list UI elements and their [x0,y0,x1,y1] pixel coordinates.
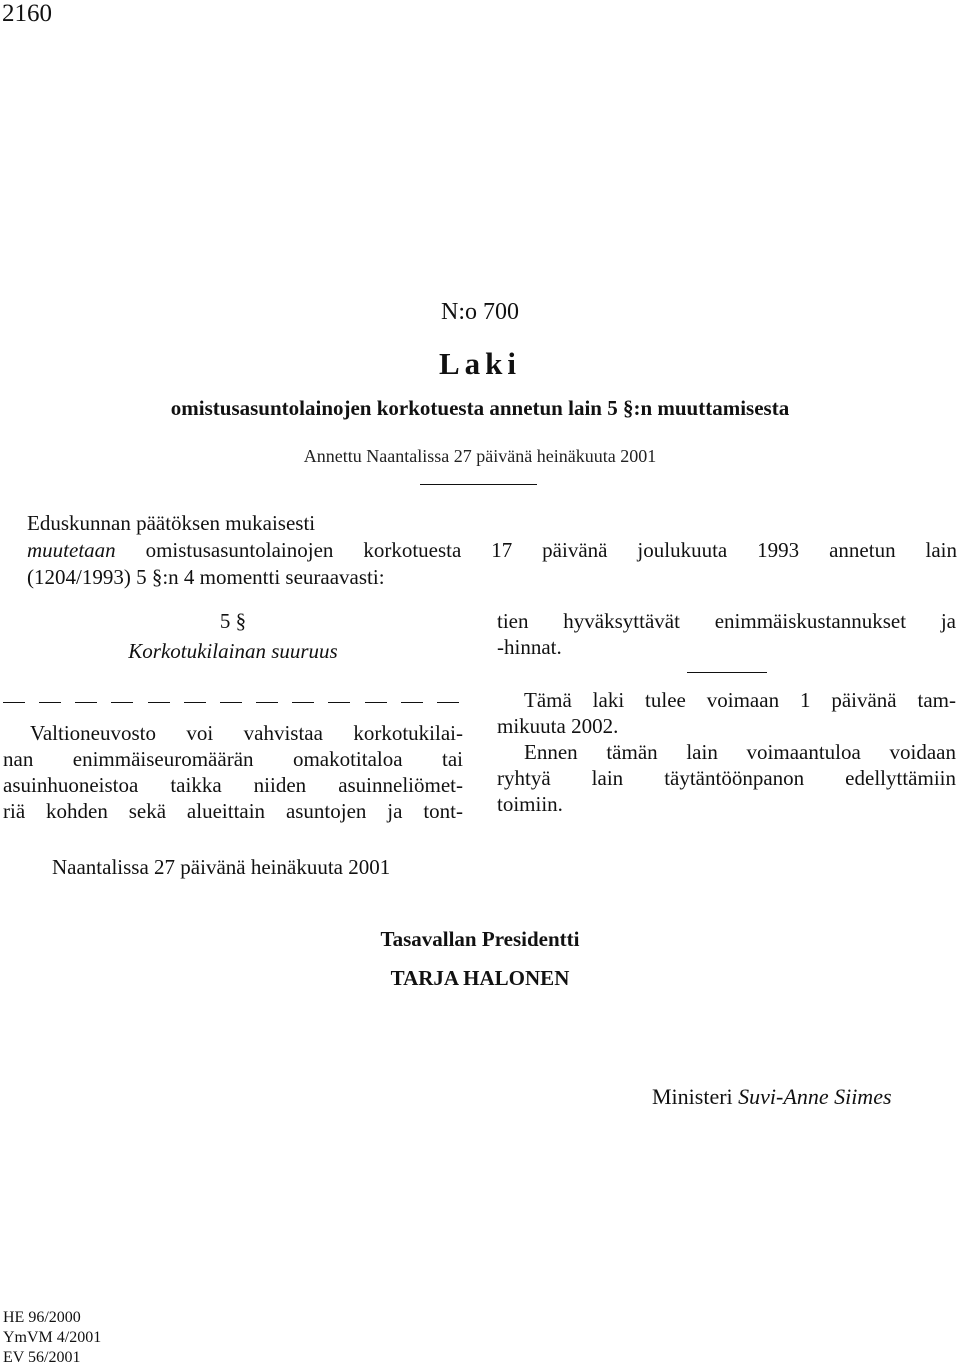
section-text-line: asuinhuoneistoa taikka niiden asuinneliömet- [3,773,463,797]
page-number: 2160 [2,0,52,27]
minister-name: Suvi-Anne Siimes [738,1084,892,1109]
enacting-clause [27,510,957,591]
section-text-line: tien hyväksyttävät enimmäiskustannukset ja [497,609,956,633]
section-heading: Korkotukilainan suuruus [128,639,338,663]
reference-item: HE 96/2000 [3,1309,81,1326]
reference-item: YmVM 4/2001 [3,1329,102,1346]
right-column [497,608,956,817]
section-symbol: 5 § [219,609,247,633]
omission-dashes [3,698,459,720]
entry-text-line: Ennen tämän lain voimaantuloa voidaan [524,740,956,764]
intro-line-2-rest: omistusasuntolainojen korkotuesta 17 päivänä joulukuuta 1993 annetun lain [115,538,957,562]
references [3,1308,101,1368]
intro-line-3: (1204/1993) 5 §:n 4 momentti seuraavasti: [27,565,385,589]
minister-title: Ministeri [652,1084,733,1109]
entry-divider [687,672,767,673]
title-divider [420,484,537,485]
intro-line-2 [27,537,957,564]
signatory-name: TARJA HALONEN [390,966,570,990]
statute-number: N:o 700 [441,299,519,325]
signatory-title: Tasavallan Presidentti [380,927,580,951]
reference-item: EV 56/2001 [3,1349,81,1366]
entry-text-line: Tämä laki tulee voimaan 1 päivänä tam- [524,688,956,712]
entry-text-line: toimiin. [497,792,563,816]
section-text-line: nan enimmäiseuromäärän omakotitaloa tai [3,747,463,771]
minister-signature [652,1084,892,1110]
left-column [3,608,463,824]
section-text-line: -hinnat. [497,635,562,659]
place-date: Naantalissa 27 päivänä heinäkuuta 2001 [52,855,391,879]
intro-line-1: Eduskunnan päätöksen mukaisesti [27,511,316,535]
section-text-line: riä kohden sekä alueittain asuntojen ja tont- [3,799,463,823]
intro-italic: muutetaan [27,538,116,562]
section-text-line: Valtioneuvosto voi vahvistaa korkotukilai- [30,721,463,745]
entry-text-line: mikuuta 2002. [497,714,619,738]
document-type: Laki [438,346,522,381]
entry-text-line: ryhtyä lain täytäntöönpanon edellyttämiin [497,766,956,790]
given-date: Annettu Naantalissa 27 päivänä heinäkuuta 2001 [303,446,657,466]
document-title: omistusasuntolainojen korkotuesta annetun lain 5 §:n muuttamisesta [170,396,790,420]
